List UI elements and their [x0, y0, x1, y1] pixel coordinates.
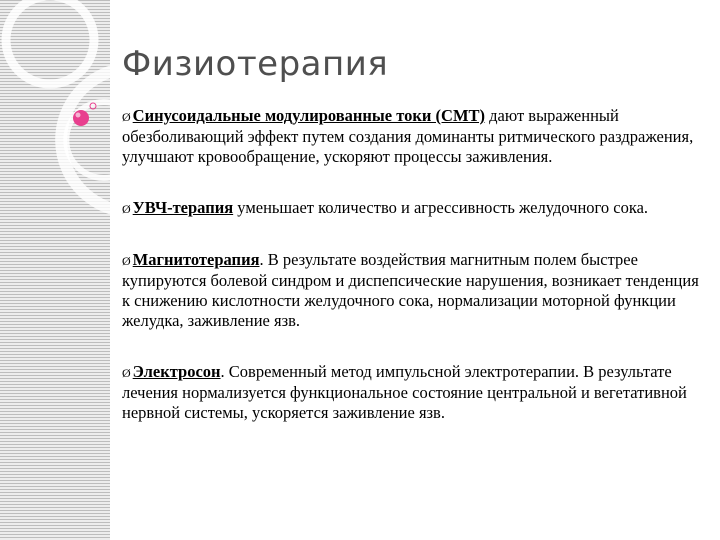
arrowhead-bullet-icon: Ø [122, 366, 131, 380]
arrowhead-bullet-icon: Ø [122, 254, 131, 268]
term-magnetotherapy: Магнитотерапия [132, 250, 260, 269]
pink-dot-icon [73, 110, 89, 126]
text-magnetotherapy: . В результате воздействия магнитным полем быстрее купируются болевой синдром и диспепсические нарушения, возникает тенденция к снижению кислотности желудочного сока, нормализации моторной функции желудка, заживление язв. [122, 250, 699, 330]
pink-dot-highlight [76, 113, 81, 118]
text-smt: дают выраженный обезболивающий эффект путем создания доминанты ритмического раздражения, улучшают кровообращение, ускоряют процессы заживления. [122, 106, 694, 166]
slide-title: Физиотерапия [122, 44, 389, 84]
text-uhf: уменьшает количество и агрессивность желудочного сока. [233, 198, 649, 217]
bullet-list [122, 106, 707, 423]
term-uhf: УВЧ-терапия [132, 198, 234, 217]
bullet-item-uhf [122, 198, 707, 219]
bullet-item-smt [122, 106, 707, 167]
arrowhead-bullet-icon: Ø [122, 110, 131, 124]
decor-ring-top [6, 0, 94, 84]
bullet-item-magnetotherapy [122, 250, 707, 331]
bullet-item-electrosleep [122, 362, 707, 423]
term-electrosleep: Электросон [132, 362, 221, 381]
term-smt: Синусоидальные модулированные токи (СМТ) [132, 106, 486, 125]
arrowhead-bullet-icon: Ø [122, 202, 131, 216]
text-electrosleep: . Современный метод импульсной электротерапии. В результате лечения нормализуется функциональное состояние центральной и вегетативной нервной системы, ускоряется заживление язв. [122, 362, 687, 422]
